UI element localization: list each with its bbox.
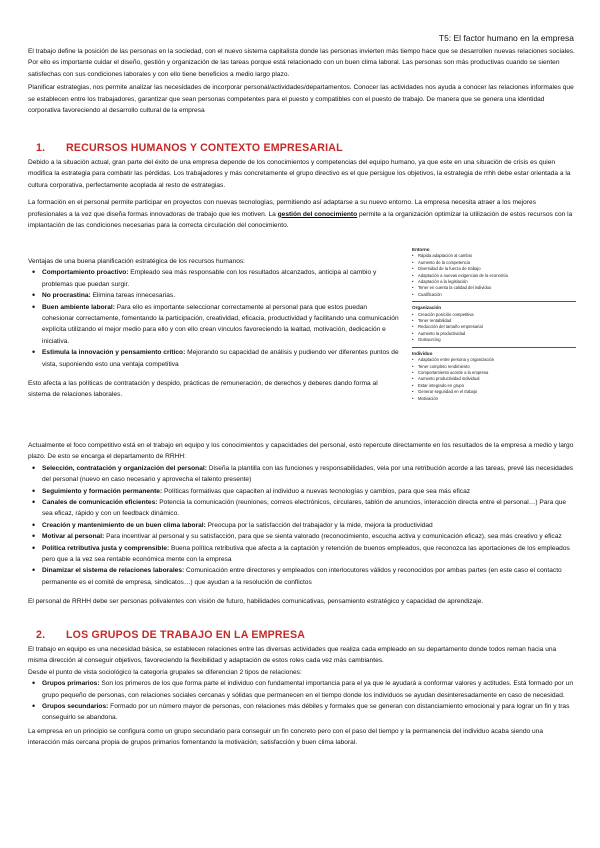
section-1-paragraph-3: Esto afecta a las políticas de contratación y despido, prácticas de remuneración, de derechos y deberes dando forma al sistema de relaciones laborales.	[28, 380, 378, 399]
sidebox-item: • Tener en cuenta la calidad del individuo	[412, 285, 576, 291]
sidebox-item: • Aumento de la competencia	[412, 260, 576, 266]
advantage-item: • Comportamiento proactivo: Empleado sea más responsable con los resultados alcanzados, anticipa al cambio y problemas que puedan surgir.	[42, 267, 400, 290]
intro-paragraph-1: El trabajo define la posición de las personas en la sociedad, con el nuevo sistema capitalista donde las personas invierten más tiempo hace que se desarrollen nuevas relaciones sociales. Por ello es importante cuidar el diseño, gestión y organización de las tareas porque está relacionado con un buen clima laboral. Las personas son más productivas cuando se sienten satisfechas con sus condiciones laborales y con ello tiene beneficios a medio largo plazo.	[28, 48, 575, 78]
section-1-intro	[28, 157, 576, 231]
rrhh-function-item: • Dinamizar el sistema de relaciones laborales: Comunicación entre directores y empleados con interlocutores válidos y reconocidos por ambas partes (en este caso el contacto permanente es el comité de empresa, sindicatos…) que ayudan a la resolución de conflictos	[42, 565, 576, 588]
environment-sidebox	[408, 244, 578, 428]
sidebox-item: • Tener completo rendimiento	[412, 364, 576, 370]
group-types-list	[28, 678, 576, 724]
advantages-list	[28, 267, 400, 370]
sidebox-group-title: Individuo	[412, 350, 433, 356]
group-type-item: • Grupos primarios: Son los primeros de los que forma parte el individuo con fundamental importancia para el ya que le ayudará a conformar valores y actitudes. Está formado por un grupo pequeño de personas, con relaciones sociales cercanas y sólidas que permanecen en el tiempo donde los individuos se ayudan desinteresadamente en caso de necesidad.	[42, 678, 576, 701]
sidebox-item: • Adaptación a la legislación	[412, 279, 576, 285]
sidebox-item: • Rápida adaptación al cambio	[412, 253, 576, 259]
sidebox-item: • Cualificación	[412, 292, 576, 298]
sidebox-item: • Motivación	[412, 396, 576, 402]
sidebox-divider	[412, 301, 576, 302]
intro-paragraph-2: Planificar estrategias, nos permite analizar las necesidades de incorporar personal/actividades/departamentos. Conocer las actividades nos ayuda a conocer las relaciones informales que se establecen entre los trabajadores, garantizar que sean personas competentes para el puesto y compatibles con el puesto de trabajo. De manera que se genera una identidad corporativa favoreciendo al desarrollo cultural de la empresa	[28, 84, 574, 115]
rrhh-function-item: • Política retributiva justa y comprensible: Buena política retributiva que afecta a la captación y retención de buenos empleados, que reconozca las aportaciones de los empleados pero que a la vez sea rentable económica mente con la empresa	[42, 543, 576, 566]
rrhh-block	[28, 440, 576, 608]
intro-block	[28, 46, 576, 116]
sidebox-item: • Tener rentabilidad	[412, 318, 576, 324]
section-1-paragraph-4: Actualmente el foco competitivo está en el trabajo en equipo y los conocimientos y capacidades del personal, esto repercute directamente en los resultados de la empresa a medio y largo plazo. De esto se encarga el departamento de RRHH:	[28, 442, 574, 461]
section-2-body	[28, 644, 576, 749]
rrhh-function-item: • Motivar al personal: Para incentivar al personal y su satisfacción, para que se sienta valorado (reconocimiento, escucha activa y comunicación eficaz), sea más creativo y eficaz	[42, 531, 576, 542]
group-type-item: • Grupos secundarios: Formado por un número mayor de personas, con relaciones más débiles y formales que se generan con distanciamiento emocional y para lograr un fin y tras conseguirlo se abandona.	[42, 701, 576, 724]
section-2-paragraph-1: El trabajo en equipo es una necesidad básica, se establecen relaciones entre las diversas actividades que realiza cada empleado en su departamento donde todos reman hacia una misma dirección al conseguir objetivos, favoreciendo la flexibilidad y adaptación de estos roles cada vez más cambiantes.	[28, 646, 557, 665]
section-1-paragraph-5: El personal de RRHH debe ser personas polivalentes con visión de futuro, habilidades comunicativas, pensamiento estratégico y capacidad de aprendizaje.	[28, 598, 484, 606]
sidebox-item: • Diversidad de la fuerza de trabajo	[412, 266, 576, 272]
sidebox-item: • Aumento la productividad	[412, 331, 576, 337]
sidebox-group-title: Organización	[412, 305, 442, 311]
rrhh-function-item: • Canales de comunicación eficientes: Potencia la comunicación (reuniones, correos electrónicos, circulares, tablón de anuncios, interacción directa entre el personal…) Para que sea eficaz, rápido y con un feedback dinámico.	[42, 497, 576, 520]
knowledge-management-link[interactable]: gestión del conocimiento	[277, 210, 358, 218]
page-header: T5: El factor humano en la empresa	[438, 33, 574, 43]
sidebox-divider	[412, 347, 576, 348]
section-2-number: 2.	[36, 629, 46, 641]
sidebox-item: • Creación posición competitiva	[412, 312, 576, 318]
rrhh-function-item: • Seguimiento y formación permanente: Políticas formativas que capaciten al individuo a nuevas tecnologías y cambios, para que sea más eficaz	[42, 486, 576, 497]
section-1-heading	[28, 141, 343, 155]
sidebox-item: • Comportamiento acorde a la empresa	[412, 370, 576, 376]
rrhh-function-item: • Creación y mantenimiento de un buen clima laboral: Preocupa por la satisfacción del trabajador y la mide, mejora la productividad	[42, 520, 576, 531]
advantage-item: • No procrastina: Elimina tareas innecesarias.	[42, 290, 400, 301]
section-1-paragraph-2: La formación en el personal permite participar en proyectos con nuevas tecnologías, permitiendo así adaptarse a su nuevo entorno. La empresa necesita atraer a los mejores profesionales a la vez que diseña formas innovadoras de trabajo que les motiven. La gestión del conocimiento permite a la organización optimizar la utilización de estos recursos con la implantación de las condiciones necesarias para la correcta circulación del conocimiento.	[28, 199, 573, 230]
section-2-paragraph-3: La empresa en un principio se configura como un grupo secundario para conseguir un fin concreto pero con el paso del tiempo y la permanencia del individuo acaba siendo una interacción más cercana propia de grupos primarios fomentando la motivación, satisfacción y buen clima laboral.	[28, 727, 544, 747]
advantages-block	[28, 256, 400, 401]
rrhh-functions-list	[28, 463, 576, 588]
advantage-item: • Estimula la innovación y pensamiento crítico: Mejorando su capacidad de análisis y pudiendo ver diferentes puntos de vista, suponiendo esto una ventaja competitiva	[42, 347, 400, 370]
section-1-paragraph-1: Debido a la situación actual, gran parte del éxito de una empresa depende de los conocimientos y competencias del equipo humano, ya que este en una situación de crisis es quien modifica la estrategia para combatir las pérdidas. Los trabajadores y más concretamente el grupo directivo es el que persigue los objetivos, la estrategia de rrhh debe estar orientada a la cultura corporativa, perfectamente acoplada al resto de estrategias.	[28, 159, 571, 189]
sidebox-item: • Estar integrado en grupo	[412, 383, 576, 389]
rrhh-function-item: • Selección, contratación y organización del personal: Diseña la plantilla con las funciones y responsabilidades, vela por una retribución acorde a las tareas, prevé las necesidades del personal (nuevo en caso necesario y aprovecha el talento presente)	[42, 463, 576, 486]
section-2-title: LOS GRUPOS DE TRABAJO EN LA EMPRESA	[66, 629, 306, 641]
advantage-item: • Buen ambiente laboral: Para ello es importante seleccionar correctamente al personal para que estos puedan cohesionar correctamente, fomentando la participación, creatividad, eficacia, productividad y facilitando una comunicación explícita utilizando el mejor medio para ello y con ello crean vínculos favoreciendo la lealtad, motivación, dedicación e iniciativa.	[42, 302, 400, 348]
sidebox-item: • Reducción del tamaño empresarial	[412, 324, 576, 330]
sidebox-item: • Adaptación a nuevas exigencias de la economía	[412, 273, 576, 279]
section-2-heading	[28, 628, 305, 642]
section-1-number: 1.	[36, 142, 46, 154]
sidebox-item: • Aumento productividad individual	[412, 376, 576, 382]
sidebox-item: • Outsourcing	[412, 337, 576, 343]
sidebox-item: • Generar seguridad en el trabajo	[412, 389, 576, 395]
sidebox-group-title: Entorno	[412, 247, 430, 252]
section-2-paragraph-2: Desde el punto de vista sociológico la categoría grupales se diferencian 2 tipos de relaciones:	[28, 668, 302, 676]
sidebox-item: • Adaptación entre persona y organización	[412, 357, 576, 363]
section-1-title: RECURSOS HUMANOS Y CONTEXTO EMPRESARIAL	[66, 142, 343, 154]
advantages-intro: Ventajas de una buena planificación estratégica de los recursos humanos:	[28, 258, 246, 265]
